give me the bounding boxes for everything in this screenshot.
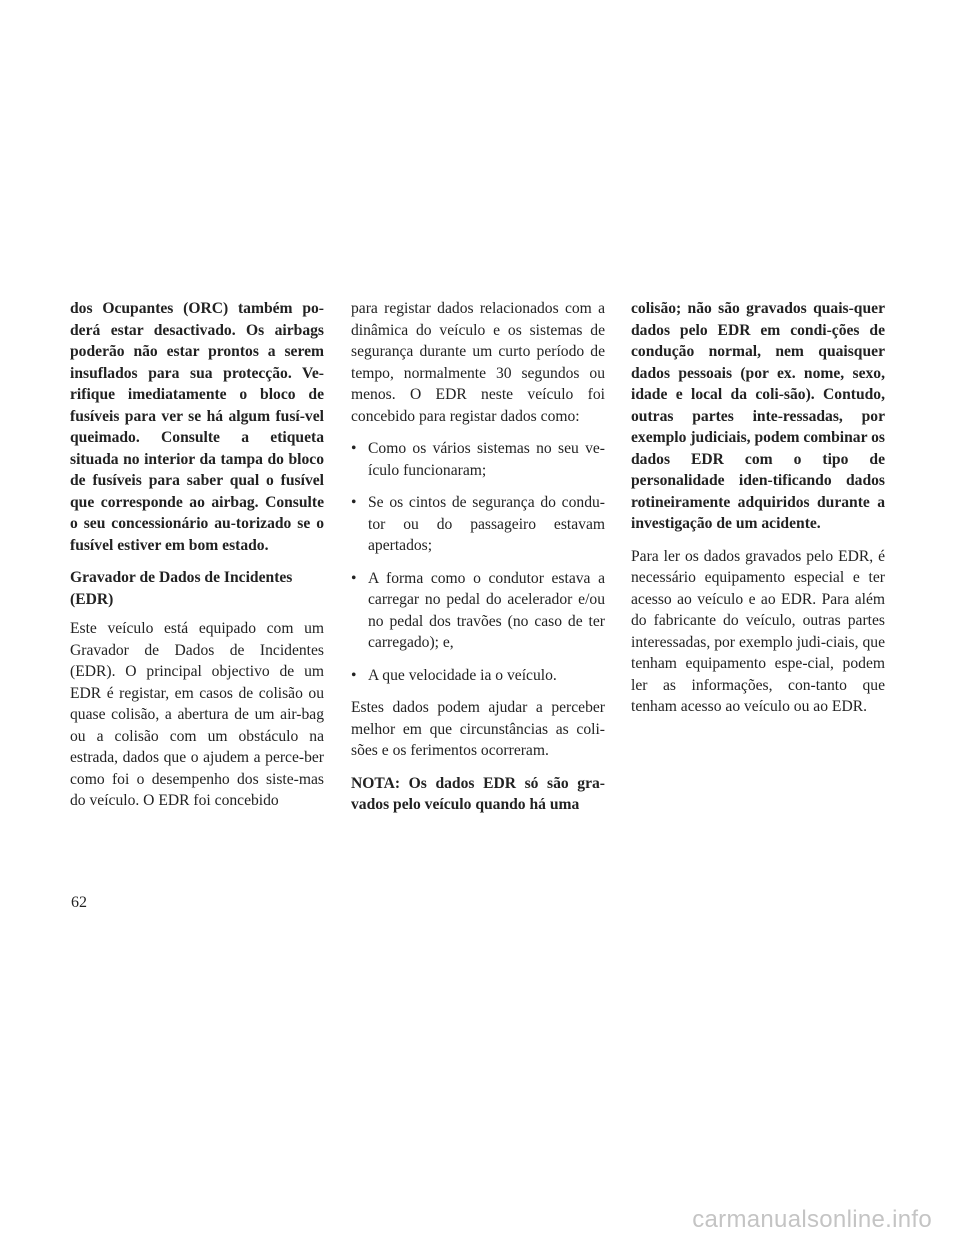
page-number: 62 (71, 894, 87, 911)
note-paragraph: NOTA: Os dados EDR só são gra-vados pelo veículo quando há uma (351, 774, 605, 813)
bullet-icon: • (351, 440, 357, 457)
edr-continuation-paragraph: para registar dados relacionados com a dinâmica do veículo e os sistemas de segurança durante um curto período de tempo, normalmente 30 segundos ou menos. O EDR neste veículo foi concebido para registar dados como: (351, 300, 605, 425)
bullet-icon: • (351, 666, 357, 684)
list-item: • Se os cintos de segurança do condu-tor ou do passageiro estavam apertados; (351, 494, 605, 554)
edr-intro-paragraph: Este veículo está equipado com um Gravador de Dados de Incidentes (EDR). O principal objectivo de um EDR é registar, em casos de colisão ou quase colisão, a abertura de um air-bag ou a colisão com um obstáculo na estrada, dados que o ajudem a perce-ber como foi o desempenho dos siste-mas do veículo. O EDR foi concebido (70, 620, 324, 809)
airbag-warning-paragraph: dos Ocupantes (ORC) também po-derá estar desactivado. Os airbags poderão não estar prontos a serem insuflados para sua protecção. Ve-rifique imediatamente o bloco de fusíveis para ver se há algum fusí-vel queimado. Consulte a etiqueta situada no interior da tampa do bloco de fusíveis para saber qual o fusível que corresponde ao airbag. Consulte o seu concessionário au-torizado se o fusível estiver em bom estado. (70, 300, 324, 554)
list-item: • A que velocidade ia o veículo. (351, 665, 605, 687)
edr-access-paragraph: Para ler os dados gravados pelo EDR, é necessário equipamento especial e ter acesso ao veículo e ao EDR. Para além do fabricante do veículo, outras partes interessadas, por exemplo judi-ciais, que tenham equipamento espe-cial, podem ler as informações, con-tanto que tenham acesso ao veículo ou ao EDR. (631, 547, 885, 715)
column-3 (631, 298, 885, 729)
column-2 (351, 298, 605, 827)
list-item: • Como os vários sistemas no seu ve-ículo funcionaram; (351, 440, 605, 479)
bullet-icon: • (351, 494, 357, 511)
watermark: carmanualsonline.info (692, 1206, 932, 1233)
list-item: • A forma como o condutor estava a carregar no pedal do acelerador e/ou no pedal dos travões (no caso de ter carregado); e, (351, 569, 605, 651)
edr-data-list (351, 438, 605, 686)
column-1 (70, 298, 324, 823)
bullet-icon: • (351, 569, 357, 587)
note-continuation-paragraph: colisão; não são gravados quais-quer dados pelo EDR em condi-ções de condução normal, nem quaisquer dados pessoais (por ex. nome, sexo, idade e local da coli-são). Contudo, outras partes inte-ressadas, por exemplo judiciais, podem combinar os dados EDR com o tipo de personalidade iden-tificando dados rotineiramente adquiridos durante a investigação de um acidente. (631, 300, 885, 532)
edr-section-heading: Gravador de Dados de Incidentes (EDR) (70, 569, 293, 608)
edr-purpose-paragraph: Estes dados podem ajudar a perceber melhor em que circunstâncias as coli-sões e os ferimentos ocorreram. (351, 699, 605, 759)
